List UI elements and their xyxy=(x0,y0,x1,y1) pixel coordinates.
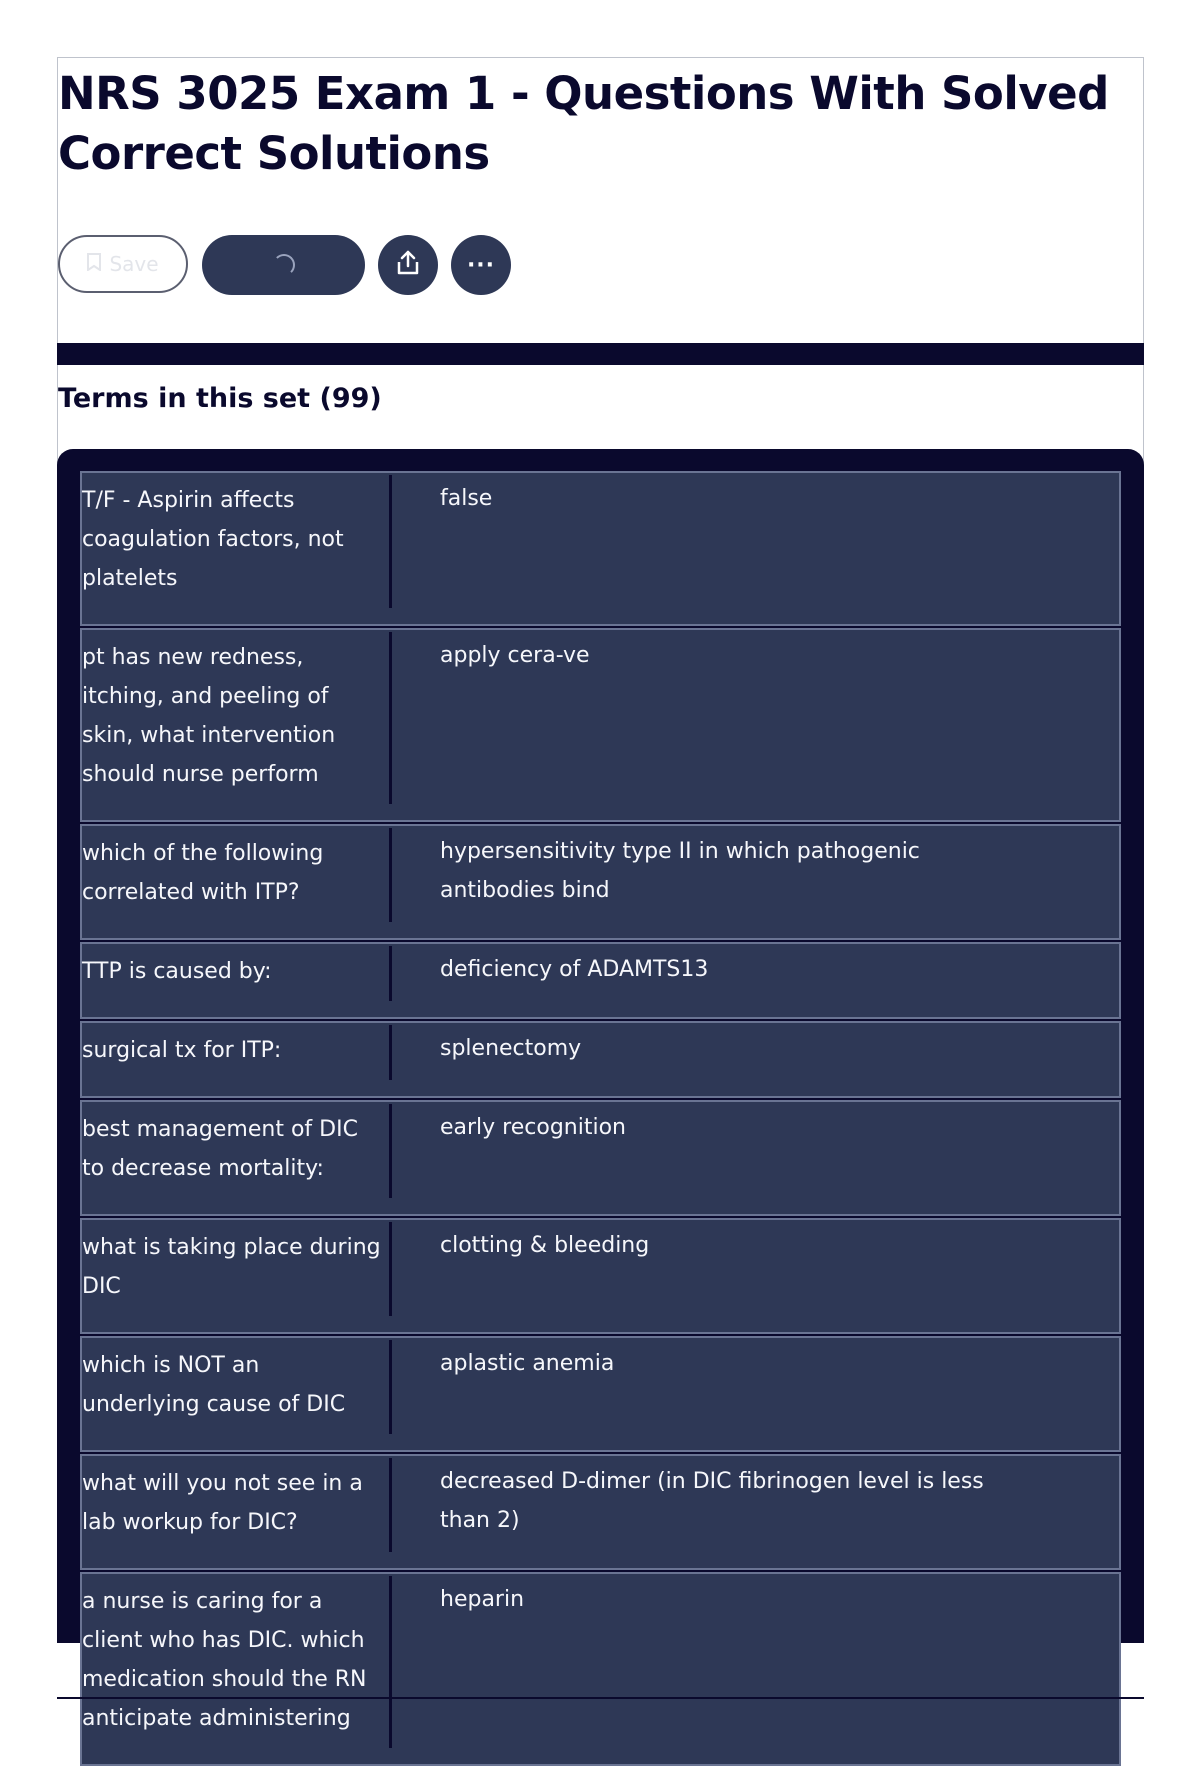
definition-text: heparin xyxy=(440,1587,525,1612)
definition-text: hypersensitivity type II in which pathogenic antibodies bind xyxy=(440,839,920,903)
term-text: best management of DIC to decrease mortality: xyxy=(82,1117,358,1181)
save-button[interactable] xyxy=(58,235,188,293)
more-button[interactable] xyxy=(451,235,511,295)
term-card[interactable] xyxy=(80,942,1121,1019)
section-divider xyxy=(57,343,1144,365)
definition-text: deficiency of ADAMTS13 xyxy=(440,957,709,982)
definition-text: decreased D-dimer (in DIC fibrinogen level is less than 2) xyxy=(440,1469,984,1533)
term-card[interactable] xyxy=(80,628,1121,822)
share-icon xyxy=(395,249,421,281)
study-button[interactable] xyxy=(202,235,365,295)
page-title: NRS 3025 Exam 1 - Questions With Solved Correct Solutions xyxy=(58,67,1109,180)
page xyxy=(57,57,1144,1731)
definition-text: clotting & bleeding xyxy=(440,1233,650,1258)
term-text: a nurse is caring for a client who has DIC. which medication should the RN anticipate administering xyxy=(82,1589,367,1731)
term-card[interactable] xyxy=(80,1454,1121,1570)
term-card[interactable] xyxy=(80,471,1121,626)
term-text: what is taking place during DIC xyxy=(82,1235,381,1299)
term-card[interactable] xyxy=(80,1100,1121,1216)
loading-spinner-icon xyxy=(273,254,295,276)
term-text: surgical tx for ITP: xyxy=(82,1038,282,1063)
term-text: which of the following correlated with ITP? xyxy=(82,841,324,905)
term-card[interactable] xyxy=(80,1572,1121,1766)
share-button[interactable] xyxy=(378,235,438,295)
more-icon: ··· xyxy=(466,252,496,278)
definition-text: apply cera-ve xyxy=(440,643,590,668)
terms-panel xyxy=(57,449,1144,1731)
definition-text: early recognition xyxy=(440,1115,627,1140)
term-text: what will you not see in a lab workup for DIC? xyxy=(82,1471,363,1535)
footer-divider xyxy=(57,1697,1144,1699)
definition-text: splenectomy xyxy=(440,1036,582,1061)
term-text: T/F - Aspirin affects coagulation factors, not platelets xyxy=(82,488,344,591)
term-card[interactable] xyxy=(80,1336,1121,1452)
save-button-label: Save xyxy=(109,252,159,276)
term-card[interactable] xyxy=(80,824,1121,940)
term-text: pt has new redness, itching, and peeling of skin, what intervention should nurse perform xyxy=(82,645,336,787)
header-box xyxy=(57,57,1144,343)
term-card[interactable] xyxy=(80,1218,1121,1334)
term-text: which is NOT an underlying cause of DIC xyxy=(82,1353,346,1417)
term-text: TTP is caused by: xyxy=(82,959,272,984)
definition-text: aplastic anemia xyxy=(440,1351,615,1376)
bookmark-icon xyxy=(87,253,101,276)
terms-count-heading: Terms in this set (99) xyxy=(58,383,382,414)
definition-text: false xyxy=(440,486,493,511)
term-card[interactable] xyxy=(80,1021,1121,1098)
